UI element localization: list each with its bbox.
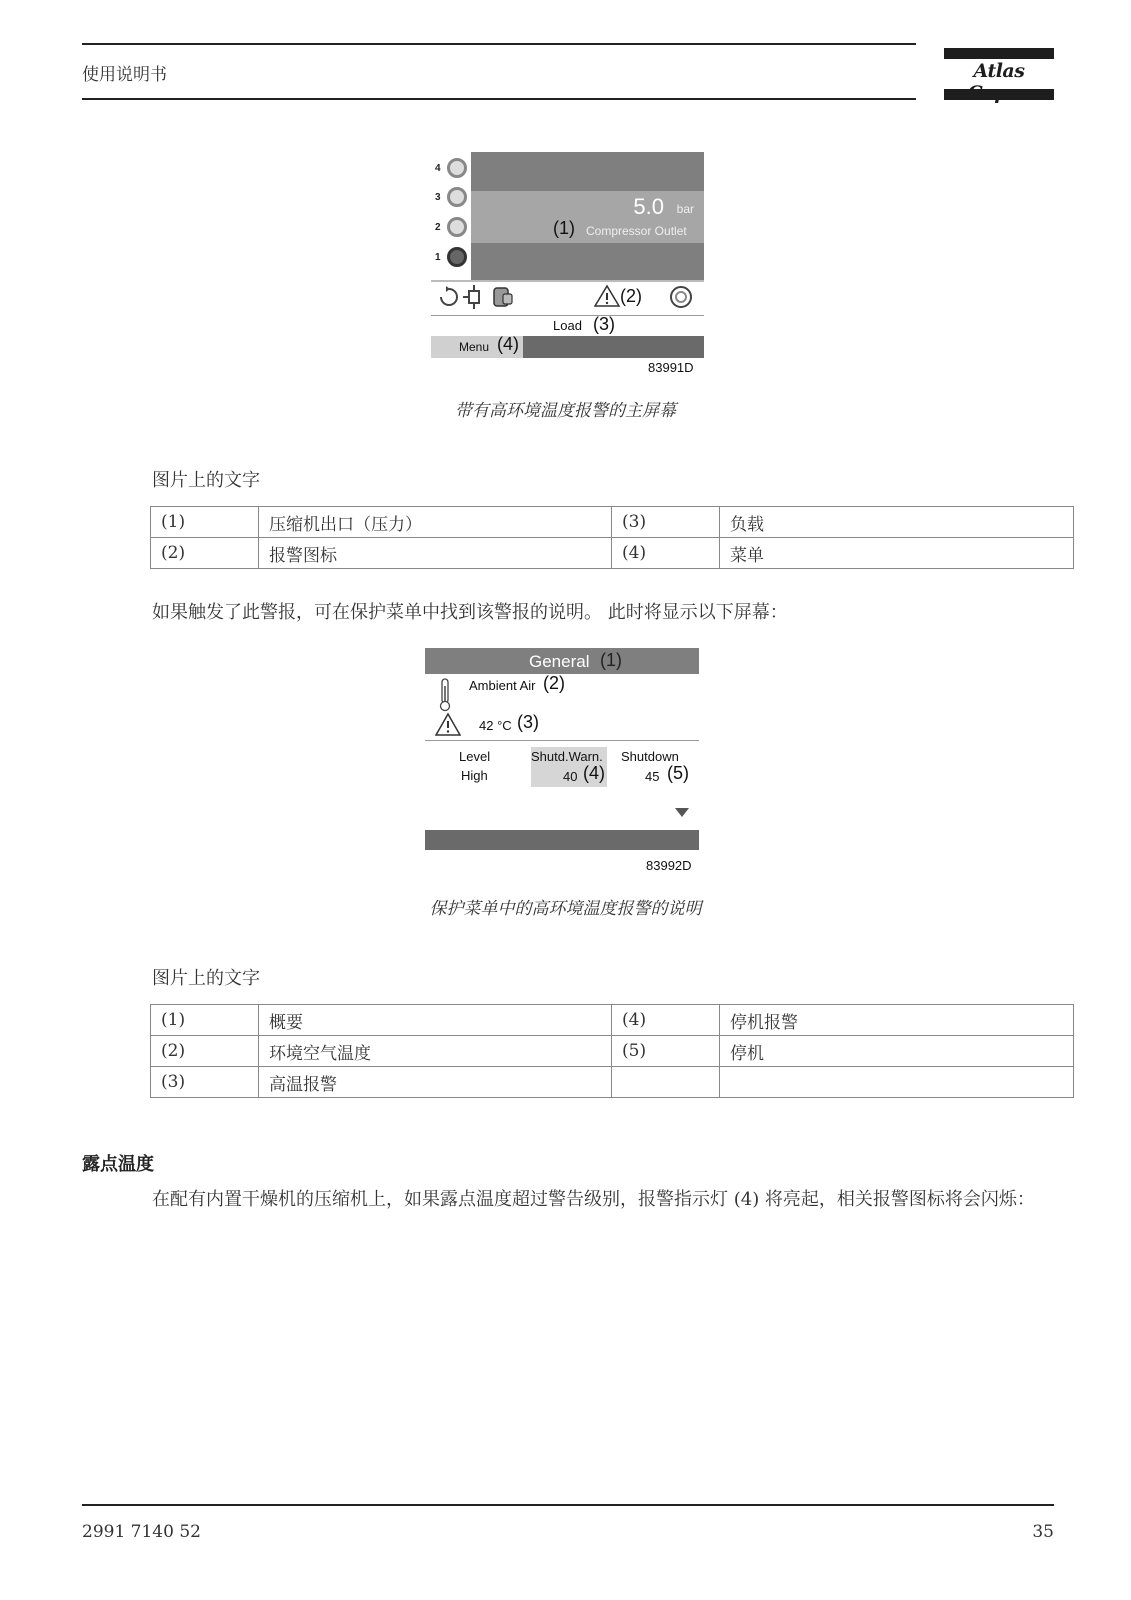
table-cell: 环境空气温度 — [259, 1036, 612, 1067]
table-row — [151, 1005, 1074, 1036]
page-number: 35 — [1032, 1522, 1054, 1542]
figure-caption: 带有高环境温度报警的主屏幕 — [455, 401, 676, 421]
callout-3: (3) — [593, 314, 615, 334]
callout-1: (1) — [553, 218, 575, 238]
refresh-icon — [441, 286, 457, 305]
compressor-icon — [447, 187, 467, 207]
compressor-row — [433, 156, 473, 180]
compressor-list — [431, 152, 471, 280]
divider — [431, 315, 704, 316]
table-cell: 停机 — [720, 1036, 1074, 1067]
legend-table — [150, 1004, 1074, 1098]
table-cell: (1) — [151, 507, 259, 538]
table-cell: 负载 — [720, 507, 1074, 538]
divider — [425, 740, 699, 741]
warning-icon — [595, 286, 619, 306]
thermometer-icon — [439, 678, 451, 712]
table-cell: (1) — [151, 1005, 259, 1036]
table-cell — [612, 1067, 720, 1098]
protection-screen-figure — [425, 648, 699, 858]
level-value: High — [461, 768, 488, 783]
pressure-value: 5.0 — [633, 194, 664, 219]
callout-4: (4) — [497, 334, 519, 354]
table-cell: (5) — [612, 1036, 720, 1067]
header-rule-top — [82, 43, 916, 45]
compressor-icon — [447, 158, 467, 178]
pressure-unit: bar — [676, 202, 694, 216]
compressor-number: 3 — [435, 192, 441, 203]
table-cell — [720, 1067, 1074, 1098]
compressor-row — [433, 185, 473, 209]
table-cell: 压缩机出口（压力） — [259, 507, 612, 538]
figure-caption: 保护菜单中的高环境温度报警的说明 — [429, 899, 702, 919]
table-cell: (3) — [151, 1067, 259, 1098]
table-cell: 停机报警 — [720, 1005, 1074, 1036]
main-screen-figure — [431, 152, 704, 358]
table-cell: 报警图标 — [259, 538, 612, 569]
callout-1: (1) — [600, 650, 622, 670]
legend-heading: 图片上的文字 — [152, 968, 260, 989]
compressor-number: 1 — [435, 252, 441, 263]
warning-icon — [435, 712, 461, 736]
section-body: 在配有内置干燥机的压缩机上，如果露点温度超过警告级别，报警指示灯 (4) 将亮起，相关报警图标将会闪烁： — [152, 1189, 1035, 1210]
brand-logo — [944, 48, 1054, 100]
header-rule-bottom — [82, 98, 916, 100]
legend-heading: 图片上的文字 — [152, 470, 260, 491]
hand-icon — [494, 288, 512, 306]
shutdown-warning-value: 40 — [563, 769, 578, 784]
figure-id: 83992D — [646, 858, 692, 873]
logo-text: Atlas — [973, 60, 1025, 82]
callout-2: (2) — [543, 673, 565, 693]
table-cell: (3) — [612, 507, 720, 538]
spiral-icon — [671, 287, 691, 307]
scroll-down-icon — [675, 808, 689, 817]
table-cell: (2) — [151, 1036, 259, 1067]
legend-table — [150, 506, 1074, 569]
table-cell: 菜单 — [720, 538, 1074, 569]
callout-2: (2) — [620, 286, 642, 306]
shutdown-value: 45 — [645, 769, 660, 784]
compressor-row — [433, 215, 473, 239]
valve-icon — [463, 285, 479, 309]
table-cell: (4) — [612, 1005, 720, 1036]
table-row — [151, 538, 1074, 569]
table-cell: 高温报警 — [259, 1067, 612, 1098]
temperature-value: 42 °C — [479, 718, 512, 733]
callout-3: (3) — [517, 712, 539, 732]
screen-bottom-bar — [425, 830, 699, 850]
callout-4: (4) — [583, 763, 605, 783]
header-title: 使用说明书 — [82, 65, 167, 85]
table-cell: (2) — [151, 538, 259, 569]
paragraph: 如果触发了此警报，可在保护菜单中找到该警报的说明。 此时将显示以下屏幕： — [152, 602, 788, 623]
callout-5: (5) — [667, 763, 689, 783]
shutdown-warning-header: Shutd.Warn. — [531, 749, 603, 764]
document-number: 2991 7140 52 — [82, 1522, 201, 1542]
figure-id: 83991D — [648, 360, 694, 375]
screen-title: General — [529, 652, 590, 671]
compressor-row — [433, 245, 473, 269]
logo-bar-bottom — [944, 89, 1054, 100]
compressor-number: 2 — [435, 222, 441, 233]
status-icon-row — [431, 282, 704, 312]
table-cell: 概要 — [259, 1005, 612, 1036]
level-header: Level — [459, 749, 491, 764]
menu-label: Menu — [459, 340, 490, 354]
table-row — [151, 1067, 1074, 1098]
table-cell: (4) — [612, 538, 720, 569]
compressor-number: 4 — [435, 163, 441, 174]
logo-bar-top — [944, 48, 1054, 59]
compressor-icon — [447, 247, 467, 267]
table-row — [151, 507, 1074, 538]
shutdown-header: Shutdown — [621, 749, 679, 764]
section-heading: 露点温度 — [82, 1154, 154, 1175]
ambient-label: Ambient Air — [469, 678, 536, 693]
compressor-icon — [447, 217, 467, 237]
load-label: Load — [553, 318, 582, 333]
outlet-label: Compressor Outlet — [586, 224, 687, 238]
table-row — [151, 1036, 1074, 1067]
footer-rule — [82, 1504, 1054, 1506]
